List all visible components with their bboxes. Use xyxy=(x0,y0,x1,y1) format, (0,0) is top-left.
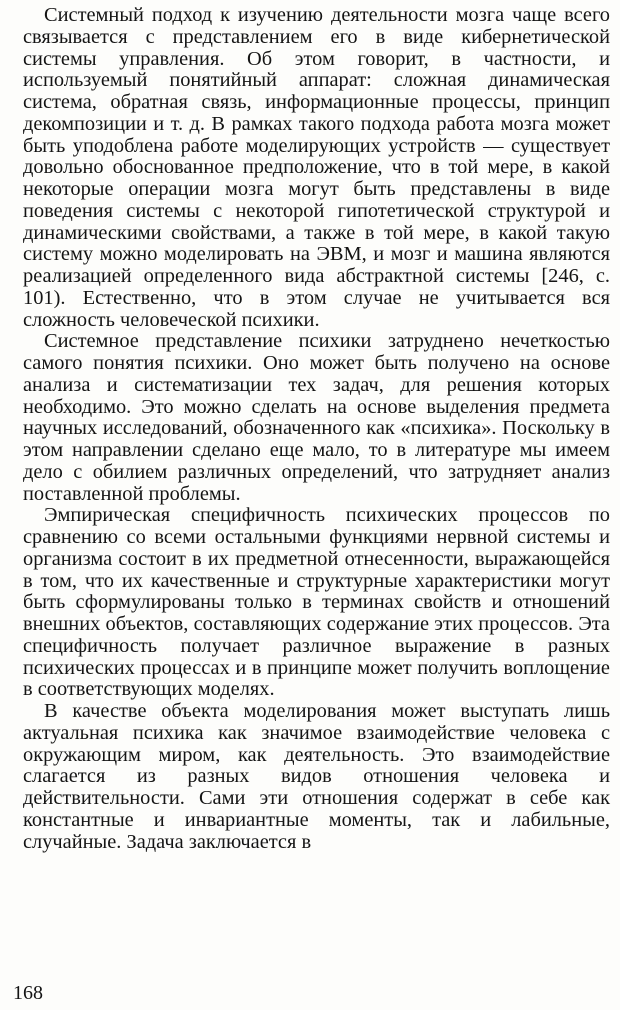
paragraph-2: Системное представление психики затруднено нечеткостью самого понятия психики. Оно может быть получено на основе анализа и систематизации тех задач, для решения которых необходимо. Это можно сделать на основе выделения предмета научных исследований, обозначенного как «психика». Поскольку в этом направлении сделано еще мало, то в литературе мы имеем дело с обилием различных определений, что затрудняет анализ поставленной проблемы. xyxy=(23,330,610,505)
page-number: 168 xyxy=(13,982,43,1004)
paragraph-3: Эмпирическая специфичность психических процессов по сравнению со всеми остальными функциями нервной системы и организма состоит в их предметной отнесенности, выражающейся в том, что их качественные и структурные характеристики могут быть сформулированы только в терминах свойств и отношений внешних объектов, составляющих содержание этих процессов. Эта специфичность получает различное выражение в разных психических процессах и в принципе может получить воплощение в соответствующих моделях. xyxy=(23,504,610,701)
paragraph-1: Системный подход к изучению деятельности мозга чаще всего связывается с представлением его в виде кибернетической системы управления. Об этом говорит, в частности, и используемый понятийный аппарат: сложная динамическая система, обратная связь, информационные процессы, принцип декомпозиции и т. д. В рамках такого подхода работа мозга может быть уподоблена работе моделирующих устройств — существует довольно обоснованное предположение, что в той мере, в какой некоторые операции мозга могут быть представлены в виде поведения системы с некоторой гипотетической структурой и динамическими свойствами, а также в той мере, в какой такую систему можно моделировать на ЭВМ, и мозг и машина являются реализацией определенного вида абстрактной системы [246, с. 101). Естественно, что в этом случае не учитывается вся сложность человеческой психики. xyxy=(23,4,610,331)
body-text xyxy=(23,5,610,853)
paragraph-4: В качестве объекта моделирования может выступать лишь актуальная психика как значимое взаимодействие человека с окружающим миром, как деятельность. Это взаимодействие слагается из разных видов отношения человека и действительности. Сами эти отношения содержат в себе как константные и инвариантные моменты, так и лабильные, случайные. Задача заключается в xyxy=(23,700,610,853)
